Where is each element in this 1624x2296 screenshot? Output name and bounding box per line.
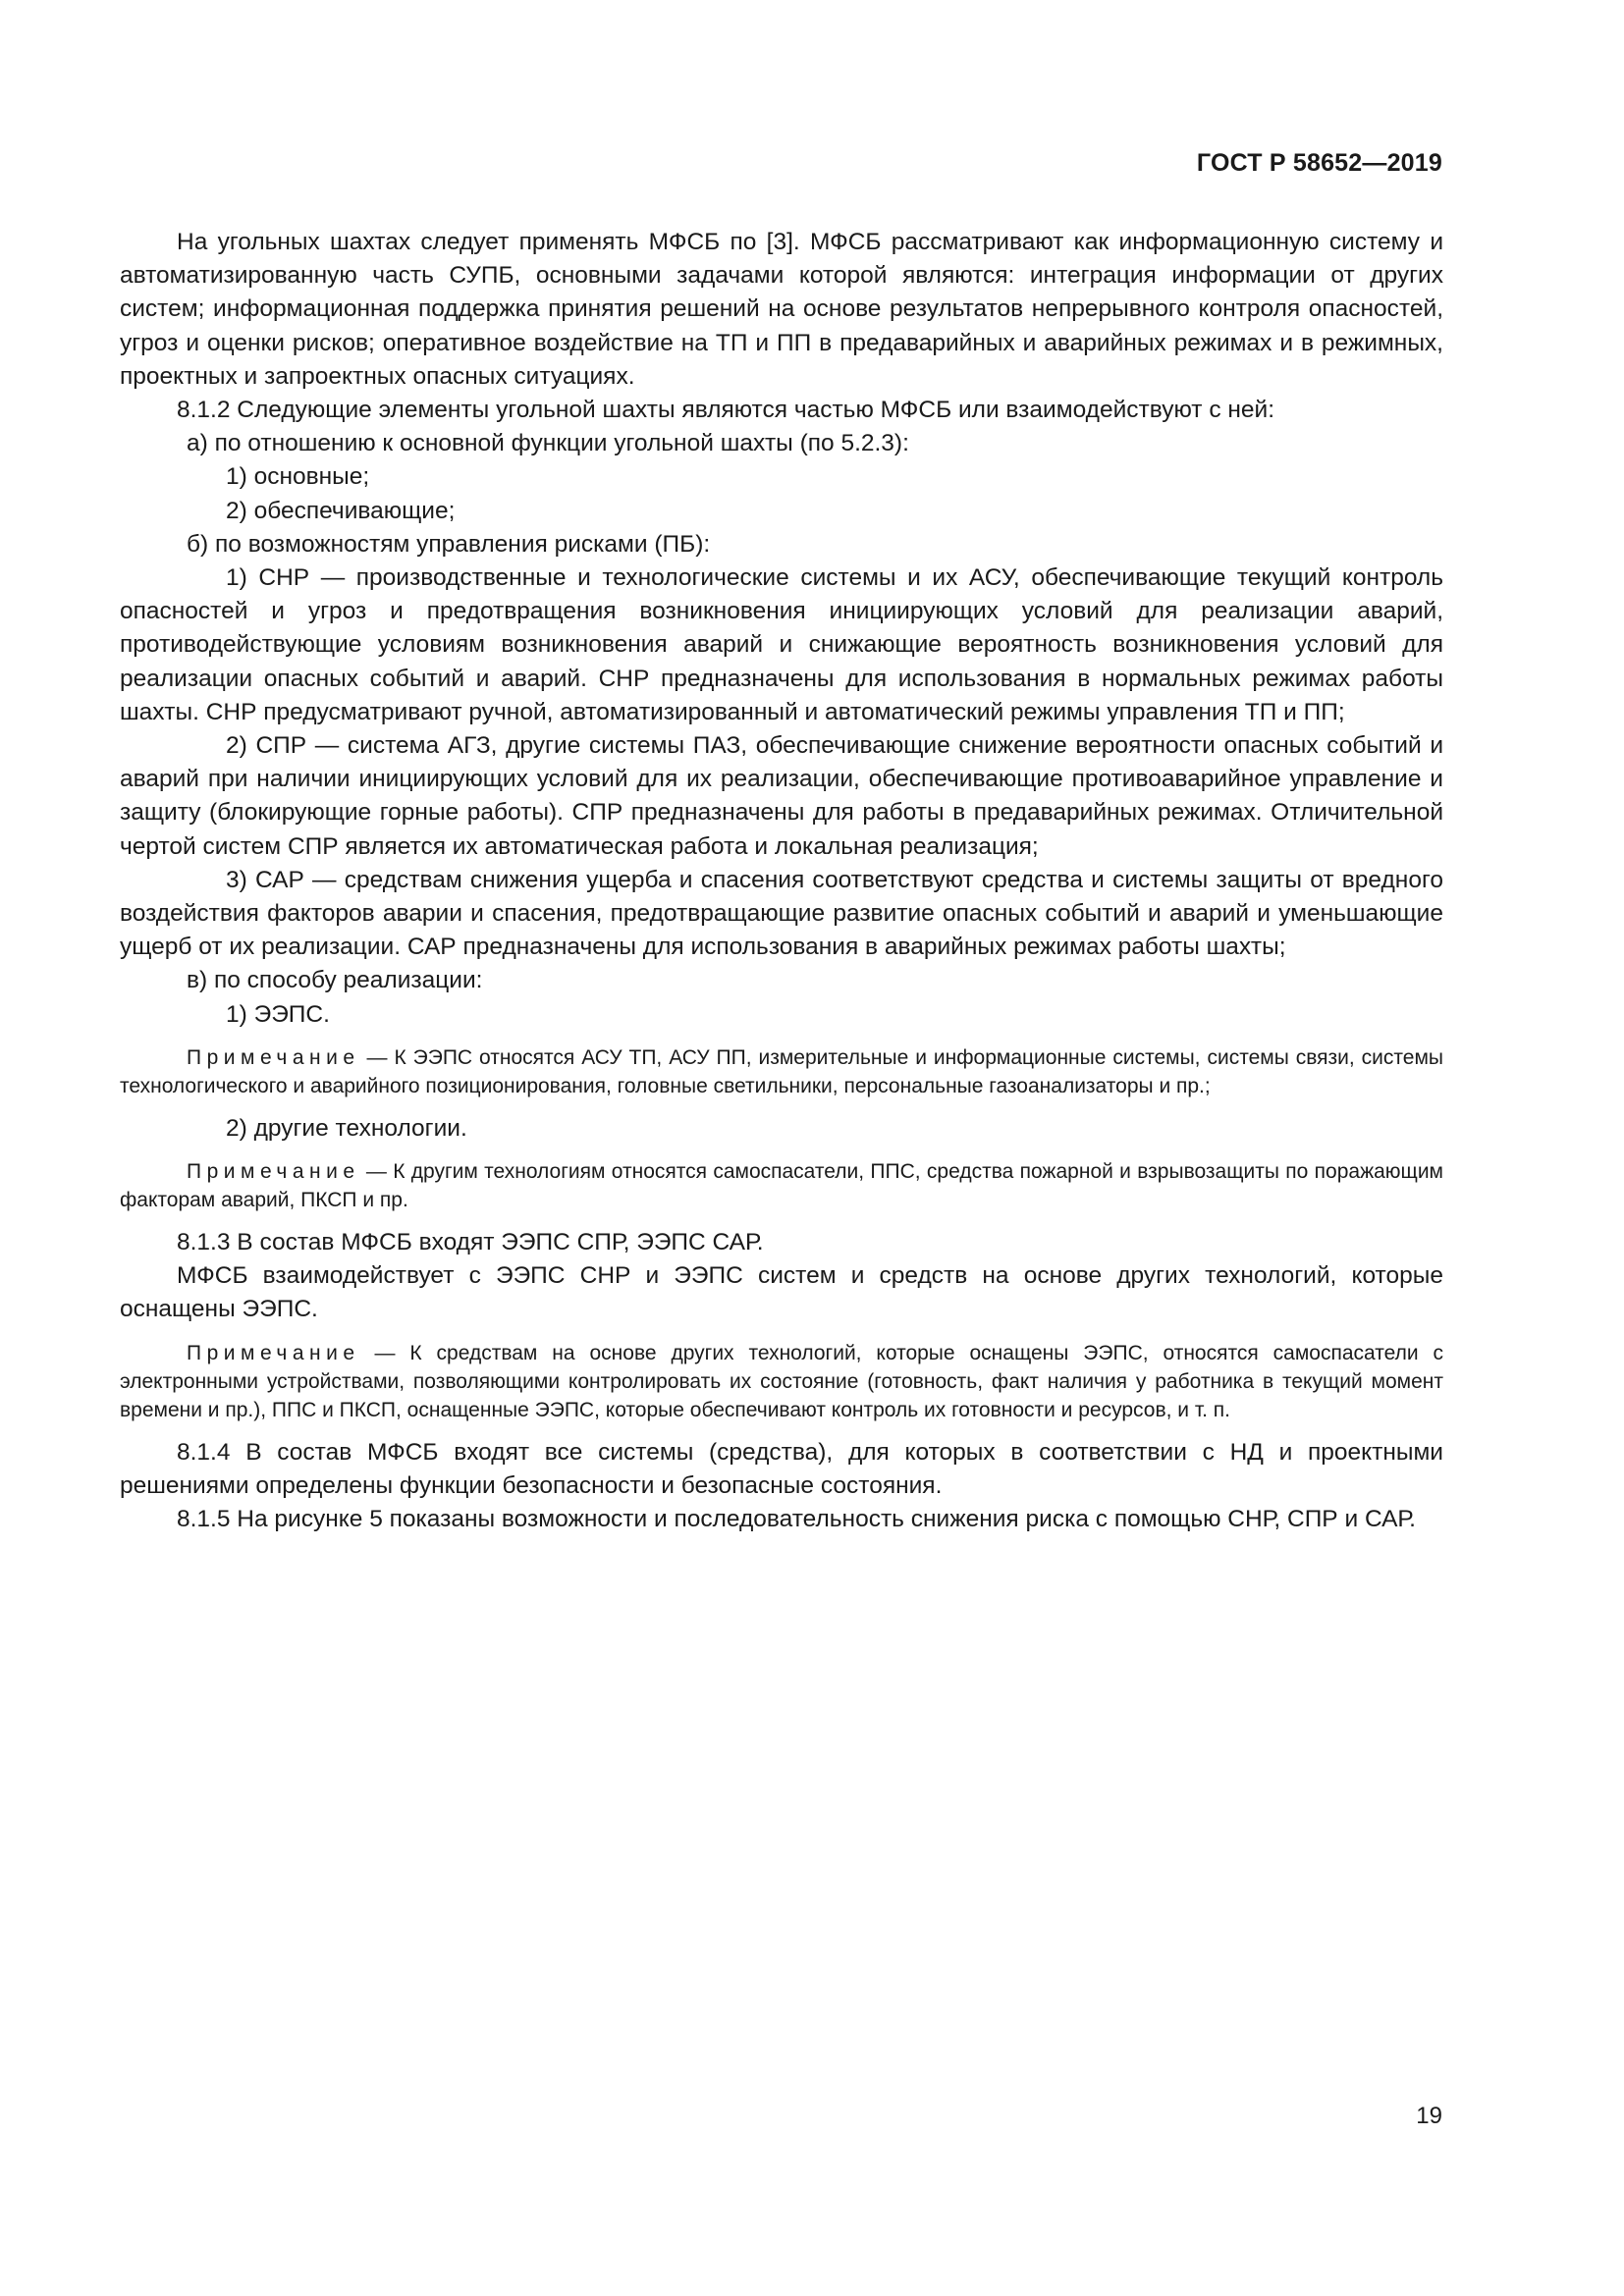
note-2	[120, 1157, 1443, 1214]
note-label: Примечание	[187, 1160, 360, 1184]
note-1	[120, 1043, 1443, 1100]
page-number: 19	[1416, 2103, 1442, 2129]
note-text: — К другим технологиям относятся самоспасатели, ППС, средства пожарной и взрывозащиты по поражающим факторам аварий, ПКСП и пр.	[120, 1160, 1443, 1212]
document-id-header: ГОСТ Р 58652—2019	[1196, 149, 1442, 177]
list-item-b-1: 1) СНР — производственные и технологические системы и их АСУ, обеспечивающие текущий контроль опасностей и угроз и предотвращения возникновения инициирующих условий для реализации аварий, противодействующие условиям возникновения аварий и снижающие вероятность возникновения условий для реализации опасных событий и аварий. СНР предназначены для использования в нормальных режимах работы шахты. СНР предусматривают ручной, автоматизированный и автоматический режимы управления ТП и ПП;	[120, 564, 1443, 725]
paragraph-8-1-5: 8.1.5 На рисунке 5 показаны возможности и последовательность снижения риска с помощью СНР, СПР и САР.	[177, 1506, 1416, 1533]
paragraph-8-1-2: 8.1.2 Следующие элементы угольной шахты являются частью МФСБ или взаимодействуют с ней:	[177, 397, 1275, 424]
paragraph-8-1-4: 8.1.4 В состав МФСБ входят все системы (средства), для которых в соответствии с НД и проектными решениями определены функции безопасности и безопасные состояния.	[120, 1438, 1443, 1499]
list-item-a-2: 2) обеспечивающие;	[226, 497, 456, 524]
note-label: Примечание	[187, 1341, 360, 1364]
list-item-a-1: 1) основные;	[226, 463, 370, 491]
paragraph-8-1-3-continued: МФСБ взаимодействует с ЭЭПС СНР и ЭЭПС систем и средств на основе других технологий, которые оснащены ЭЭПС.	[120, 1262, 1443, 1323]
page-body	[120, 226, 1443, 1536]
note-3	[120, 1339, 1443, 1424]
note-label: Примечание	[187, 1045, 360, 1069]
list-item-b: б) по возможностям управления рисками (ПБ):	[187, 530, 711, 558]
list-item-v: в) по способу реализации:	[187, 967, 483, 994]
list-item-a: а) по отношению к основной функции угольной шахты (по 5.2.3):	[187, 430, 909, 457]
note-text: — К ЭЭПС относятся АСУ ТП, АСУ ПП, измерительные и информационные системы, системы связи, системы технологического и аварийного позиционирования, головные светильники, персональные газоанализаторы и пр.;	[120, 1045, 1443, 1097]
list-item-b-3: 3) САР — средствам снижения ущерба и спасения соответствуют средства и системы защиты от вредного воздействия факторов аварии и спасения, предотвращающие развитие опасных событий и аварий и уменьшающие ущерб от их реализации. САР предназначены для использования в аварийных режимах работы шахты;	[120, 866, 1443, 961]
note-text: — К средствам на основе других технологий, которые оснащены ЭЭПС, относятся самоспасатели с электронными устройствами, позволяющими контролировать их состояние (готовность, факт наличия у работника в текущий момент времени и пр.), ППС и ПКСП, оснащенные ЭЭПС, которые обеспечивают контроль их готовности и ресурсов, и т. п.	[120, 1341, 1443, 1421]
list-item-b-2: 2) СПР — система АГЗ, другие системы ПАЗ, обеспечивающие снижение вероятности опасных событий и аварий при наличии инициирующих условий для их реализации, обеспечивающие противоаварийное управление и защиту (блокирующие горные работы). СПР предназначены для работы в предаварийных режимах. Отличительной чертой систем СПР является их автоматическая работа и локальная реализация;	[120, 732, 1443, 860]
paragraph-intro: На угольных шахтах следует применять МФСБ по [3]. МФСБ рассматривают как информационную систему и автоматизированную часть СУПБ, основными задачами которой являются: интеграция информации от других систем; информационная поддержка принятия решений на основе результатов непрерывного контроля опасностей, угроз и оценки рисков; оперативное воздействие на ТП и ПП в предаварийных и аварийных режимах и в режимных, проектных и запроектных опасных ситуациях.	[120, 229, 1443, 390]
list-item-v-1: 1) ЭЭПС.	[226, 1000, 330, 1028]
paragraph-8-1-3: 8.1.3 В состав МФСБ входят ЭЭПС СПР, ЭЭПС САР.	[177, 1229, 764, 1256]
list-item-v-2: 2) другие технологии.	[226, 1114, 467, 1142]
